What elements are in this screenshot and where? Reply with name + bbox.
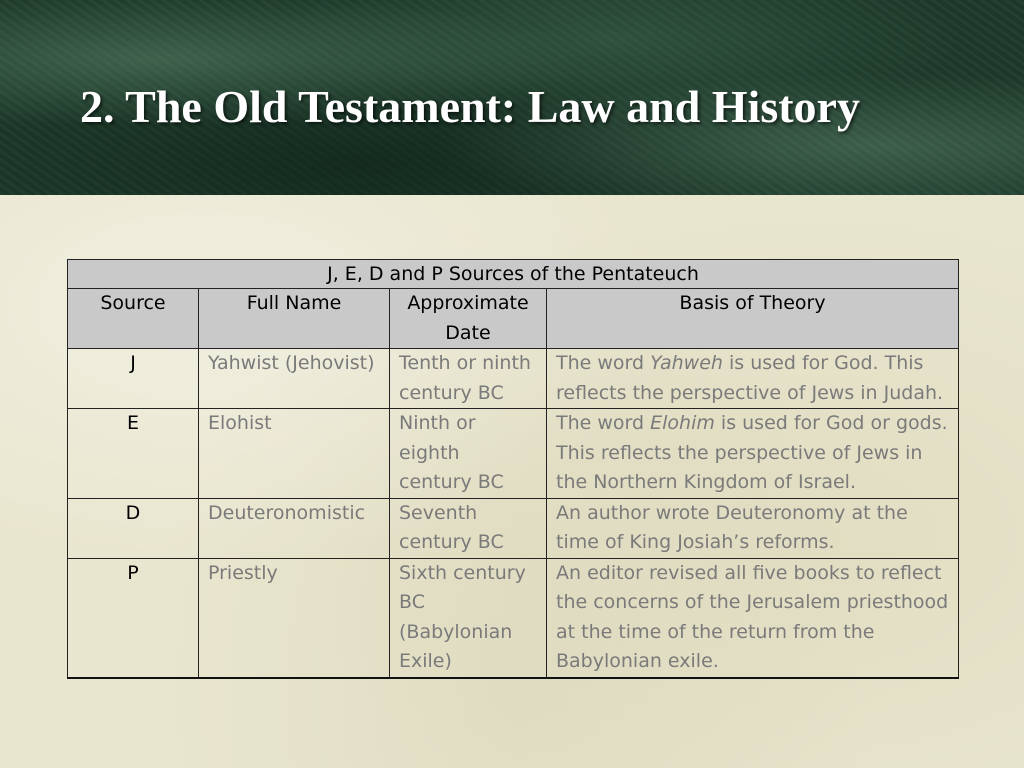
date-cell: Seventh century BC — [390, 498, 547, 558]
header-full-name: Full Name — [199, 289, 390, 349]
table-header-row — [68, 289, 959, 349]
table-row — [68, 409, 959, 499]
date-cell: Tenth or ninth century BC — [390, 349, 547, 409]
basis-cell — [547, 498, 959, 558]
source-cell: J — [68, 349, 199, 409]
full-name-cell: Deuteronomistic — [199, 498, 390, 558]
basis-text: An author wrote Deuteronomy at the time of King Josiah’s reforms. — [556, 501, 908, 553]
sources-table — [67, 259, 959, 679]
basis-text: The word — [556, 412, 651, 434]
source-cell: P — [68, 558, 199, 678]
table-row — [68, 349, 959, 409]
basis-text: An editor revised all five books to reflect the concerns of the Jerusalem priesthood at the time of the return from the Babylonian exile. — [556, 561, 949, 672]
slide-title: 2. The Old Testament: Law and History — [80, 81, 860, 132]
full-name-cell: Yahwist (Jehovist) — [199, 349, 390, 409]
basis-text: is used for God. This reflects the perspective of Jews in Judah. — [556, 352, 944, 404]
basis-text: is used for God or gods. This reflects the perspective of Jews in the Northern Kingdom of Israel. — [556, 412, 948, 493]
basis-cell — [547, 349, 959, 409]
basis-term: Yahweh — [650, 352, 723, 374]
full-name-cell: Priestly — [199, 558, 390, 678]
table-caption-row — [68, 260, 959, 289]
date-cell: Ninth or eighth century BC — [390, 409, 547, 499]
table-caption: J, E, D and P Sources of the Pentateuch — [68, 260, 959, 289]
basis-cell — [547, 558, 959, 678]
source-cell: E — [68, 409, 199, 499]
full-name-cell: Elohist — [199, 409, 390, 499]
basis-term: Elohim — [650, 412, 715, 434]
header-basis-of-theory: Basis of Theory — [547, 289, 959, 349]
date-cell: Sixth century BC (Babylonian Exile) — [390, 558, 547, 678]
header-approximate-date: Approximate Date — [390, 289, 547, 349]
table-row — [68, 498, 959, 558]
source-cell: D — [68, 498, 199, 558]
header-source: Source — [68, 289, 199, 349]
basis-text: The word — [556, 352, 651, 374]
table-row — [68, 558, 959, 678]
basis-cell — [547, 409, 959, 499]
